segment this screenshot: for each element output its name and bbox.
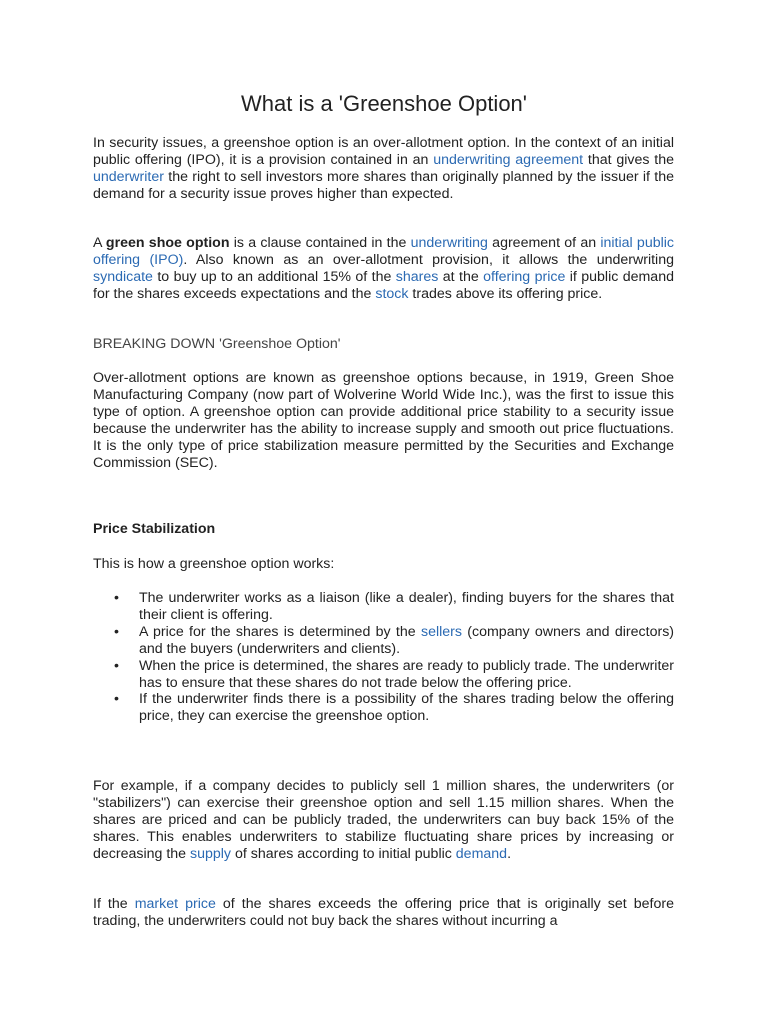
breaking-down-heading: BREAKING DOWN 'Greenshoe Option' <box>93 336 341 352</box>
how-it-works-intro: This is how a greenshoe option works: <box>93 556 335 572</box>
example-text-1: For example, if a company decides to publicly sell 1 million shares, the underwriters (or "stabilizers") can exercise their greenshoe option and sell 1.15 million shares. When the shares are priced and can be publicly traded, the underwriters can buy back 15% of the shares. This enables underwriters to stabilize fluctuating share prices by increasing or decreasing the <box>93 778 674 862</box>
example-paragraph <box>93 778 674 863</box>
stock-link[interactable]: stock <box>375 285 409 302</box>
intro-text-1: In security issues, a greenshoe option is an over-allotment option. In the context of an initial public offering (IPO), it is a provision contained in an <box>93 135 674 168</box>
list-item-text-2: (company owners and directors) and the buyers (underwriters and clients). <box>139 623 675 657</box>
supply-link[interactable]: supply <box>190 845 232 862</box>
market-price-paragraph <box>93 896 674 930</box>
page-title: What is a 'Greenshoe Option' <box>241 91 527 116</box>
underwriting-agreement-link[interactable]: underwriting agreement <box>433 151 584 168</box>
bullet-dot: • <box>114 590 119 606</box>
intro-text-3: the right to sell investors more shares than originally planned by the issuer if the demand for a security issue proves higher than expected. <box>93 168 674 202</box>
market-text-0: If the <box>93 896 135 912</box>
market-price-link[interactable]: market price <box>134 896 216 912</box>
list-item-text: If the underwriter finds there is a possibility of the shares trading below the offering price, they can exercise the greenshoe option. <box>139 691 674 725</box>
definition-text-5: at the <box>438 268 484 285</box>
definition-text-2: agreement of an <box>487 235 601 251</box>
example-text-3: . <box>507 845 512 862</box>
offering-price-link[interactable]: offering price <box>483 268 566 285</box>
definition-text-6: if public demand for the shares exceeds expectations and the <box>93 268 674 302</box>
list-item-text: The underwriter works as a liaison (like a dealer), finding buyers for the shares that their client is offering. <box>139 590 674 623</box>
example-text-2: of shares according to initial public <box>231 845 456 862</box>
green-shoe-option-term: green shoe option <box>105 235 230 251</box>
list-item <box>93 658 674 692</box>
list-item-text: When the price is determined, the shares are ready to publicly trade. The underwriter has to ensure that these shares do not trade below the offering price. <box>139 657 674 691</box>
definition-text-4: to buy up to an additional 15% of the <box>152 268 396 285</box>
definition-paragraph <box>93 235 674 303</box>
definition-text-7: trades above its offering price. <box>408 285 603 302</box>
bullet-dot: • <box>114 657 119 674</box>
sellers-link[interactable]: sellers <box>420 623 462 640</box>
ipo-link[interactable]: initial public offering (IPO) <box>93 235 675 268</box>
price-stabilization-label: Price Stabilization <box>93 521 216 537</box>
list-item-text-1: A price for the shares is determined by the <box>139 623 421 640</box>
definition-text-3: . Also known as an over-allotment provision, it allows the underwriting <box>183 251 674 268</box>
underwriter-link[interactable]: underwriter <box>93 168 164 185</box>
history-paragraph: Over-allotment options are known as greenshoe options because, in 1919, Green Shoe Manufacturing Company (now part of Wolverine World Wide Inc.), was the first to issue this type of option. A greenshoe option can provide additional price stability to a security issue because the underwriter has the ability to increase supply and smooth out price fluctuations. It is the only type of price stabilization measure permitted by the Securities and Exchange Commission (SEC). <box>93 370 674 471</box>
greenshoe-steps-list <box>93 590 674 725</box>
underwriting-link[interactable]: underwriting <box>410 235 488 251</box>
syndicate-link[interactable]: syndicate <box>93 268 153 285</box>
bullet-dot: • <box>114 691 119 708</box>
list-item <box>93 691 674 725</box>
intro-paragraph <box>93 135 674 203</box>
shares-link[interactable]: shares <box>395 268 439 285</box>
definition-text-1: is a clause contained in the <box>229 235 411 251</box>
intro-text-2: that gives the <box>583 151 674 168</box>
price-stabilization-heading <box>93 521 215 538</box>
list-item <box>93 590 674 624</box>
definition-text-0: A <box>93 235 106 251</box>
market-text-1: of the shares exceeds the offering price that is originally set before trading, the underwriters could not buy back the shares without incurring a <box>93 896 674 929</box>
demand-link[interactable]: demand <box>455 845 508 862</box>
list-item <box>93 624 674 658</box>
bullet-dot: • <box>114 623 119 640</box>
